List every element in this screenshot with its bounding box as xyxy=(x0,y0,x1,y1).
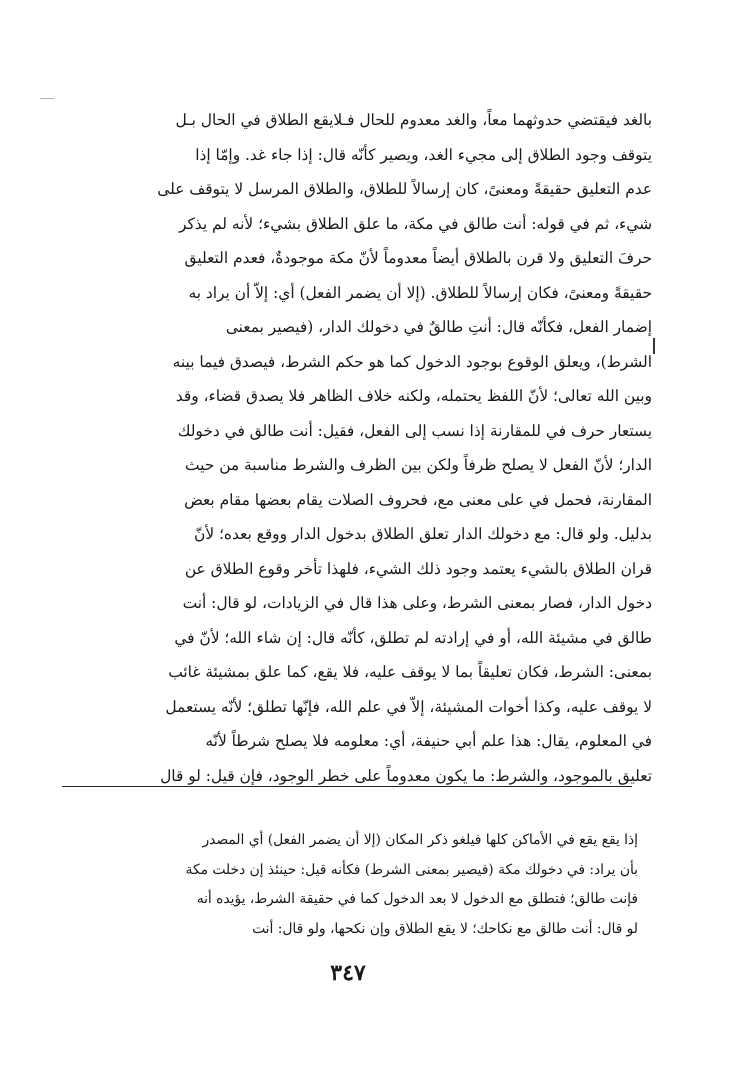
footnote-line: فإنت طالق؛ فتطلق مع الدخول لا بعد الدخول كما في حقيقة الشرط، يؤيده أنه xyxy=(196,891,638,907)
margin-bracket-mark xyxy=(653,338,655,354)
main-text-line: إضمار الفعل، فكأنّه قال: أنتِ طالقٌ في دخولك الدار، (فيصير بمعنى xyxy=(225,318,652,336)
footnote-line: إذا يقع يقع في الأماكن كلها فيلغو ذكر المكان (إلا أن يضمر الفعل) أي المصدر xyxy=(202,832,638,848)
page-number: ٣٤٧ xyxy=(330,960,366,986)
main-text-line: بمعنى: الشرط، فكان تعليقاً بما لا يوقف عليه، فلا يقع، كما علق بمشيئة غائب xyxy=(168,663,652,681)
main-text-line: تعليق بالموجود، والشرط: ما يكون معدوماً على خطر الوجود، فإن قيل: لو قال xyxy=(160,766,652,785)
main-text-line: حرفَ التعليق ولا قرن بالطلاق أيضاً معدوماً لأنّ مكة موجودةٌ، فعدم التعليق xyxy=(184,249,652,267)
main-text-line: طالق في مشيئة الله، أو في إرادته لم تطلق، كأنّه قال: إن شاء الله؛ لأنّ في xyxy=(174,628,652,647)
main-text-line: عدم التعليق حقيقةً ومعنىً، كان إرسالاً للطلاق، والطلاق المرسل لا يتوقف على xyxy=(157,180,652,198)
main-text-line: شيء، ثم في قوله: أنت طالق في مكة، ما علق الطلاق بشيء؛ لأنه لم يذكر xyxy=(178,214,652,233)
main-text-line: المقارنة، فحمل في على معنى مع، فحروف الصلات يقام بعضها مقام بعض xyxy=(184,490,652,509)
footnote-line: بأن يراد: في دخولك مكة (فيصير بمعنى الشرط) فكأنه قيل: حينئذ إن دخلت مكة xyxy=(185,861,638,878)
footnote-line: لو قال: أنت طالق مع نكاحك؛ لا يقع الطلاق وإن نكحها، ولو قال: أنت xyxy=(252,920,638,937)
main-text-line: يتوقف وجود الطلاق إلى مجيء الغد، ويصير كأنّه قال: إذا جاء غد. وإمّا إذا xyxy=(195,145,652,164)
main-text-line: حقيقةً ومعنىً، فكان إرسالاً للطلاق. (إلا أن يضمر الفعل) أي: إلاّ أن يراد به xyxy=(188,283,652,302)
margin-mark xyxy=(40,98,54,99)
main-text-line: بالغد فيقتضي حدوثهما معاً، والغد معدوم للحال فـلايقع الطلاق في الحال بـل xyxy=(175,111,652,129)
footnote-block xyxy=(62,826,638,944)
main-text-line: الدار؛ لأنّ الفعل لا يصلح ظرفاً ولكن بين الظرف والشرط مناسبة من حيث xyxy=(185,456,652,474)
main-text-line: يستعار حرف في للمقارنة إذا نسب إلى الفعل، فقيل: أنت طالق في دخولك xyxy=(177,421,652,440)
main-text-line: الشرط)، ويعلق الوقوع بوجود الدخول كما هو حكم الشرط، فيصدق فيما بينه xyxy=(172,352,652,371)
main-text-line: قران الطلاق بالشيء يعتمد وجود ذلك الشيء، فلهذا تأخر وقوع الطلاق عن xyxy=(184,559,652,578)
main-text-line: وبين الله تعالى؛ لأنّ اللفظ يحتمله، ولكنه خلاف الظاهر فلا يصدق قضاء، وقد xyxy=(175,387,652,405)
main-text-block xyxy=(82,103,652,793)
main-text-line: دخول الدار، فصار بمعنى الشرط، وعلى هذا قال في الزيادات، لو قال: أنت xyxy=(182,594,652,612)
main-text-line: لا يوقف عليه، وكذا أخوات المشيئة، إلاّ في علم الله، فإنّها تطلق؛ لأنّه يستعمل xyxy=(165,697,652,716)
footnote-divider xyxy=(62,786,632,787)
main-text-line: بدليل. ولو قال: مع دخولك الدار تعلق الطلاق بدخول الدار ووقع بعده؛ لأنّ xyxy=(194,525,652,543)
main-text-line: في المعلوم، يقال: هذا علم أبي حنيفة، أي: معلومه فلا يصلح شرطاً لأنّه xyxy=(205,732,652,750)
